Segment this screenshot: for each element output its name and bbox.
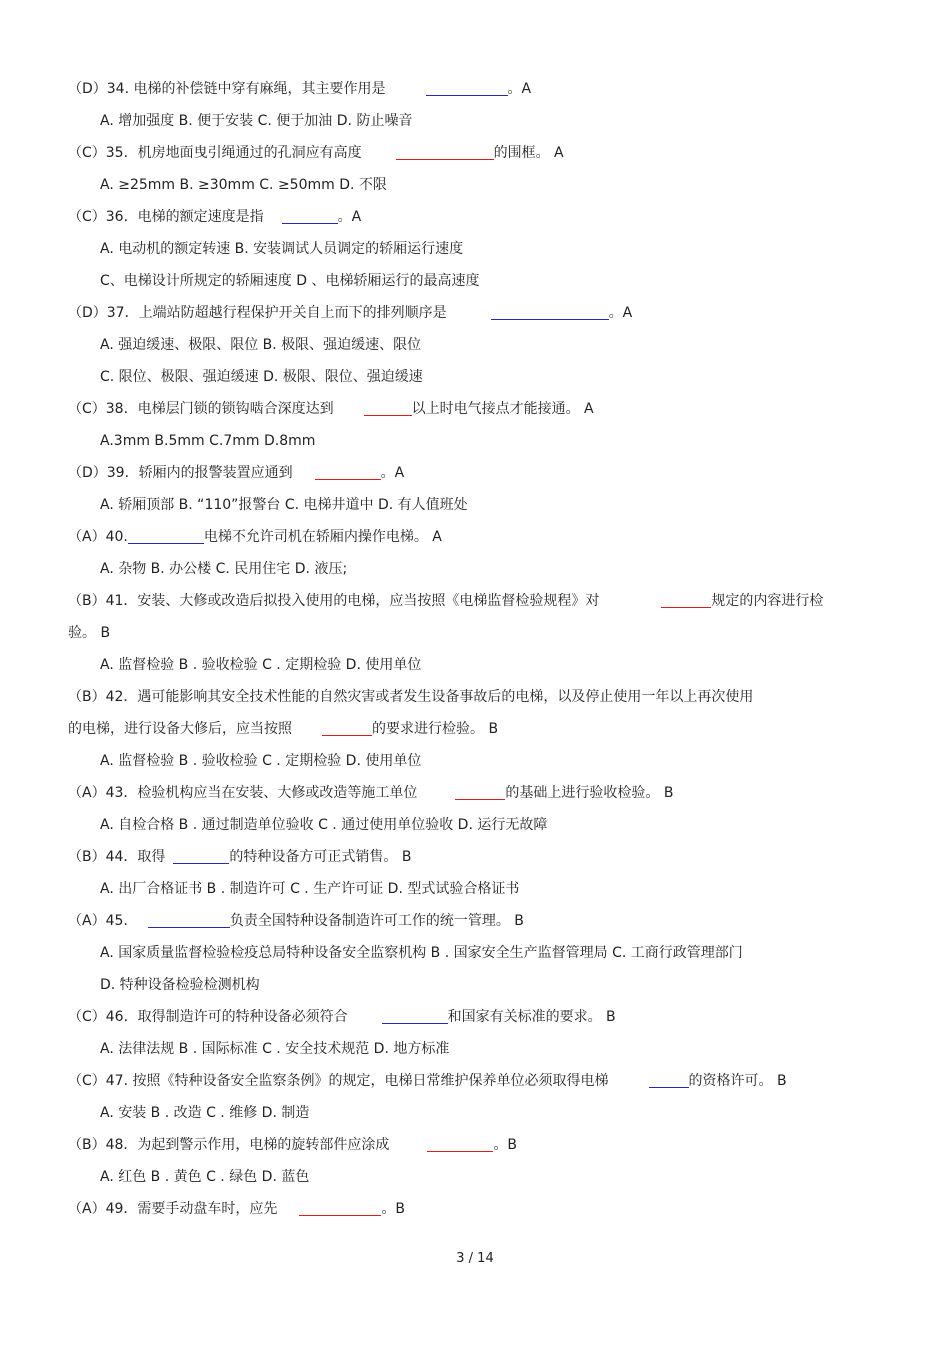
question-text: 负责全国特种设备制造许可工作的统一管理。 B (229, 913, 524, 929)
answer-blank[interactable] (661, 593, 711, 608)
answer-blank[interactable] (427, 1137, 493, 1152)
question-text: 以上时电气接点才能接通。 A (411, 401, 594, 417)
question-text: 和国家有关标准的要求。 B (447, 1009, 616, 1025)
question-44 (68, 847, 411, 867)
question-text: （C）46．取得制造许可的特种设备必须符合 (68, 1009, 348, 1025)
question-48 (68, 1135, 517, 1155)
question-41 (68, 591, 823, 611)
question-text: 。B (381, 1201, 406, 1217)
question-46 (68, 1007, 616, 1027)
options: A. 强迫缓速、极限、限位 B. 极限、强迫缓速、限位 (100, 337, 422, 353)
question-text: （C）36．电梯的额定速度是指 (68, 209, 264, 225)
question-text (68, 719, 498, 739)
options: D. 特种设备检验检测机构 (100, 977, 260, 993)
question-45 (68, 911, 524, 931)
answer-blank[interactable] (426, 81, 508, 96)
answer-blank[interactable] (322, 721, 372, 736)
options: A. 杂物 B. 办公楼 C. 民用住宅 D. 液压; (100, 561, 348, 577)
question-35 (68, 143, 564, 163)
question-text: 的特种设备方可正式销售。 B (229, 849, 412, 865)
question-text: 的资格许可。 B (688, 1073, 787, 1089)
options: A. 电动机的额定转速 B. 安装调试人员调定的轿厢运行速度 (100, 241, 464, 257)
options: A. 增加强度 B. 便于安装 C. 便于加油 D. 防止噪音 (100, 113, 413, 129)
question-text: （C）47. 按照《特种设备安全监察条例》的规定，电梯日常维护保养单位必须取得电梯 (68, 1073, 609, 1089)
options: A. 监督检验 B . 验收检验 C . 定期检验 D. 使用单位 (100, 753, 422, 769)
question-text: 电梯不允许司机在轿厢内操作电梯。 A (203, 529, 442, 545)
options: A. 轿厢顶部 B. “110”报警台 C. 电梯井道中 D. 有人值班处 (100, 497, 468, 513)
question-text: 的要求进行检验。 B (372, 721, 499, 737)
answer-blank[interactable] (128, 529, 204, 544)
question-49 (68, 1199, 405, 1219)
question-text: 的电梯，进行设备大修后，应当按照 (68, 721, 292, 737)
options: A. ≥25mm B. ≥30mm C. ≥50mm D. 不限 (100, 177, 387, 193)
answer-blank[interactable] (649, 1073, 689, 1088)
question-text: 。A (608, 305, 633, 321)
question-text: 。A (337, 209, 362, 225)
answer-blank[interactable] (148, 913, 230, 928)
question-text: （A）49．需要手动盘车时，应先 (68, 1201, 278, 1217)
question-text: （D）37．上端站防超越行程保护开关自上而下的排列顺序是 (68, 305, 447, 321)
answer-blank[interactable] (491, 305, 609, 320)
answer-blank[interactable] (396, 145, 494, 160)
answer-blank[interactable] (315, 465, 381, 480)
options: C、电梯设计所规定的轿厢速度 D 、电梯轿厢运行的最高速度 (100, 273, 480, 289)
question-36 (68, 207, 361, 227)
question-text: 的围框。 A (493, 145, 564, 161)
options: A.3mm B.5mm C.7mm D.8mm (100, 433, 316, 449)
question-text: （A）43．检验机构应当在安装、大修或改造等施工单位 (68, 785, 418, 801)
question-text: 。A (507, 81, 532, 97)
question-47 (68, 1071, 787, 1091)
answer-blank[interactable] (382, 1009, 448, 1024)
options: A. 出厂合格证书 B . 制造许可 C . 生产许可证 D. 型式试验合格证书 (100, 881, 520, 897)
question-text: （B）41．安装、大修或改造后拟投入使用的电梯，应当按照《电梯监督检验规程》对 (68, 593, 600, 609)
question-40 (68, 527, 442, 547)
options: A. 国家质量监督检验检疫总局特种设备安全监察机构 B . 国家安全生产监督管理局 C. 工商行政管理部门 (100, 945, 743, 961)
question-text: 验。 B (68, 625, 111, 641)
page-number: 3 / 14 (456, 1251, 494, 1266)
answer-blank[interactable] (173, 849, 229, 864)
question-text: （C）38．电梯层门锁的锁钩啮合深度达到 (68, 401, 334, 417)
question-text: （D）34. 电梯的补偿链中穿有麻绳，其主要作用是 (68, 81, 386, 97)
question-43 (68, 783, 673, 803)
question-text: 。A (380, 465, 405, 481)
answer-blank[interactable] (299, 1201, 381, 1216)
answer-blank[interactable] (282, 209, 338, 224)
options: A. 监督检验 B . 验收检验 C . 定期检验 D. 使用单位 (100, 657, 422, 673)
question-38 (68, 399, 594, 419)
question-text: 规定的内容进行检 (711, 593, 824, 609)
question-text: （C）35．机房地面曳引绳通过的孔洞应有高度 (68, 145, 362, 161)
question-42: （B）42．遇可能影响其安全技术性能的自然灾害或者发生设备事故后的电梯，以及停止使用一年以上再次使用 (68, 689, 754, 705)
answer-blank[interactable] (364, 401, 412, 416)
question-39 (68, 463, 404, 483)
answer-blank[interactable] (455, 785, 505, 800)
question-text: （B）48．为起到警示作用，电梯的旋转部件应涂成 (68, 1137, 390, 1153)
options: A. 法律法规 B . 国际标准 C . 安全技术规范 D. 地方标准 (100, 1041, 450, 1057)
options: A. 红色 B . 黄色 C . 绿色 D. 蓝色 (100, 1169, 310, 1185)
options: A. 安装 B . 改造 C . 维修 D. 制造 (100, 1105, 310, 1121)
question-text: （A）40. (68, 529, 128, 545)
options: C. 限位、极限、强迫缓速 D. 极限、限位、强迫缓速 (100, 369, 423, 385)
question-text: （B）44．取得 (68, 849, 166, 865)
question-34 (68, 79, 531, 99)
options: A. 自检合格 B . 通过制造单位验收 C . 通过使用单位验收 D. 运行无故障 (100, 817, 548, 833)
question-text: （A）45. (68, 913, 128, 929)
question-37 (68, 303, 632, 323)
question-text: 。B (493, 1137, 518, 1153)
question-text: （D）39．轿厢内的报警装置应通到 (68, 465, 293, 481)
question-text: 的基础上进行验收检验。 B (505, 785, 674, 801)
